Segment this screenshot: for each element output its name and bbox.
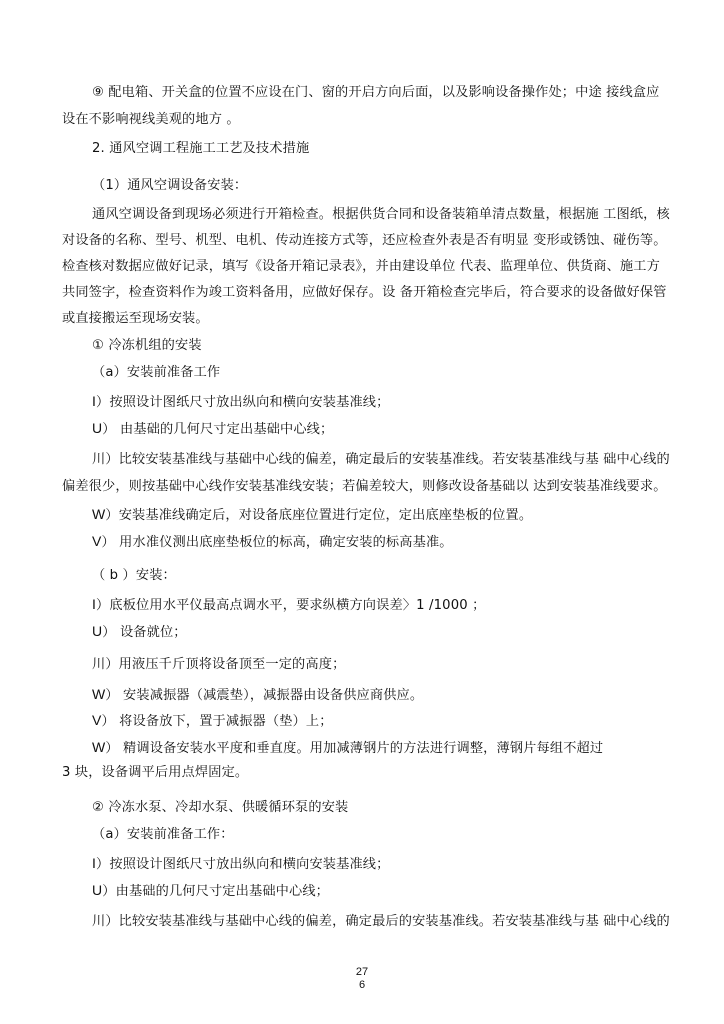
list-marker: V [92, 712, 102, 728]
list-item-text: ）按照设计图纸尺寸放出纵向和横向安装基准线； [96, 857, 390, 872]
list-item [92, 711, 333, 731]
step-heading: （a）安装前准备工作： [92, 827, 234, 842]
list-marker: W [92, 686, 106, 702]
list-item [92, 854, 389, 874]
list-item [92, 595, 485, 615]
paragraph-line: 川）比较安装基准线与基础中心线的偏差，确定最后的安装基准线。若安装基准线与基 础中心线的 [92, 452, 670, 467]
page-number-suffix: 6 [358, 979, 366, 991]
list-item [92, 685, 423, 705]
list-marker: U [92, 420, 103, 436]
list-marker: U [92, 623, 103, 639]
list-item-text: ） 安装减振器（减震垫），减振器由设备供应商供应。 [105, 688, 424, 703]
paragraph-line: 检查核对数据应做好记录，填写《设备开箱记录表》，并由建设单位 代表、监理单位、供货商、施工方 [62, 259, 660, 274]
list-item-text: ） 将设备放下，置于减振器（垫）上； [101, 714, 333, 729]
list-item-text: ）底板位用水平仪最高点调水平，要求纵横方向误差〉1 /1000 ； [96, 598, 486, 613]
paragraph-line: 通风空调设备到现场必须进行开箱检查。根据供货合同和设备装箱单清点数量，根据施 工图纸，核 [92, 207, 670, 222]
list-item [92, 622, 187, 642]
list-item-text: ）由基础的几何尺寸定出基础中心线； [102, 884, 330, 899]
list-marker: W [92, 506, 106, 522]
list-marker: I [92, 393, 97, 409]
section-heading: 2. 通风空调工程施工工艺及技术措施 [92, 141, 310, 156]
paragraph-line: 偏差很少，则按基础中心线作安装基准线安装；若偏差较大，则修改设备基础以 达到安装基准线要求。 [62, 479, 667, 494]
item-heading: ① 冷冻机组的安装 [92, 338, 202, 353]
list-item [92, 419, 333, 439]
paragraph-line: 3 块，设备调平后用点焊固定。 [62, 765, 249, 780]
list-item-text: ）按照设计图纸尺寸放出纵向和横向安装基准线； [96, 395, 390, 410]
item-heading: ② 冷冻水泵、冷却水泵、供暖循环泵的安装 [92, 800, 349, 815]
list-item-text: 川）比较安装基准线与基础中心线的偏差，确定最后的安装基准线。若安装基准线与基 础中心线的 [92, 914, 670, 929]
list-marker: I [92, 855, 97, 871]
step-heading: （a）安装前准备工作 [92, 365, 221, 380]
list-item-text: ） 精调设备安装水平度和垂直度。用加减薄钢片的方法进行调整，薄钢片每组不超过 [105, 741, 604, 756]
list-item-text: ） 由基础的几何尺寸定出基础中心线； [102, 422, 334, 437]
list-item-text: 川）用液压千斤顶将设备顶至一定的高度； [92, 657, 346, 672]
list-item [92, 505, 532, 525]
list-item-text: ）安装基准线确定后，对设备底座位置进行定位，定出底座垫板的位置。 [105, 508, 533, 523]
list-marker: W [92, 739, 106, 755]
paragraph-line: 或直接搬运至现场安装。 [62, 311, 209, 326]
list-marker: U [92, 882, 103, 898]
list-item-text: ） 用水准仪测出底座垫板位的标高，确定安装的标高基准。 [101, 535, 453, 550]
paragraph-line: 共同签字，检查资料作为竣工资料备用，应做好保存。设 备开箱检查完毕后，符合要求的设备做好保管 [62, 285, 667, 300]
paragraph-line: ⑨ 配电箱、开关盒的位置不应设在门、窗的开启方向后面，以及影响设备操作处；中途 接线盒应 [92, 85, 660, 100]
paragraph-line: 对设备的名称、型号、机型、电机、传动连接方式等，还应检查外表是否有明显 变形或锈蚀、碰伤等。 [62, 233, 667, 248]
list-item [92, 392, 389, 412]
step-heading: （ b ）安装： [92, 568, 176, 583]
list-item-text: ） 设备就位； [102, 625, 187, 640]
list-marker: V [92, 533, 102, 549]
paragraph-line: 设在不影响视线美观的地方 。 [62, 112, 240, 127]
subsection-heading: （1）通风空调设备安装： [92, 178, 248, 193]
list-item [92, 532, 453, 552]
list-item [92, 881, 329, 901]
page-number: 27 [355, 966, 369, 978]
list-marker: I [92, 596, 97, 612]
list-item [92, 738, 603, 758]
